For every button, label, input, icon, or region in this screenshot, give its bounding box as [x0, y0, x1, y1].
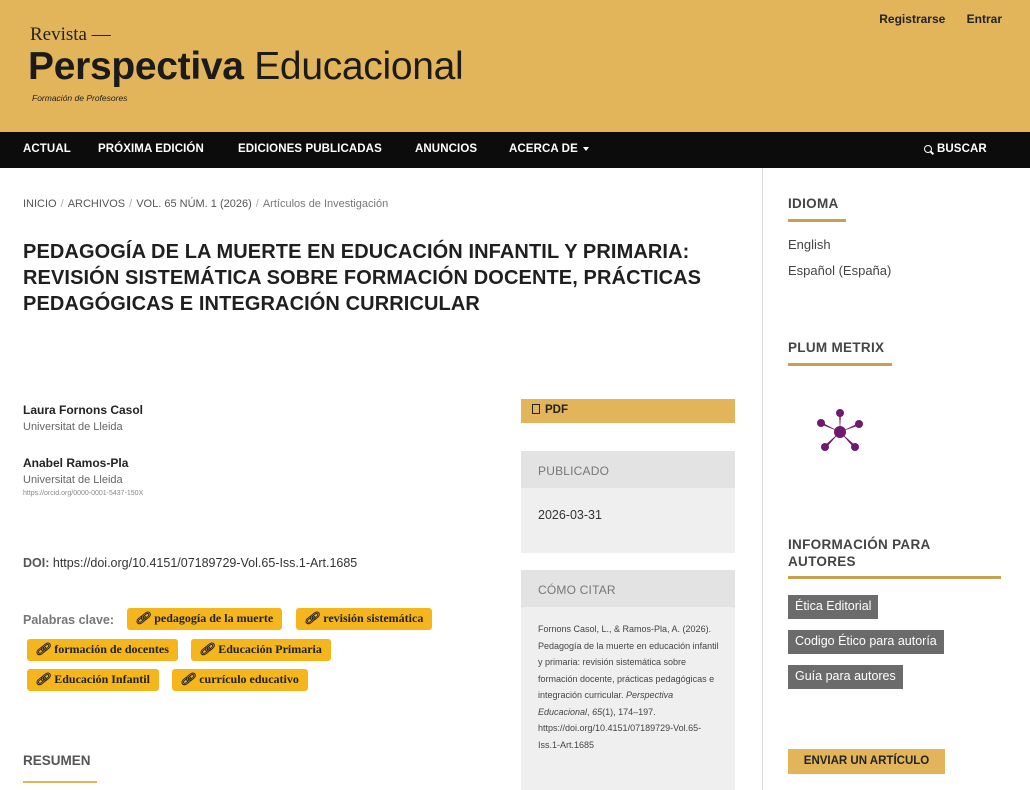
language-option-espanol[interactable]: Español (España): [788, 263, 892, 278]
language-heading-underline: [788, 219, 846, 222]
authors-info-heading-underline: [788, 576, 1001, 579]
link-icon: 🔗︎: [199, 642, 215, 656]
sidebar-divider: [762, 168, 763, 790]
keyword-tag[interactable]: 🔗︎ Educación Infantil: [27, 669, 159, 691]
link-icon: 🔗︎: [135, 611, 151, 625]
plum-heading-underline: [788, 363, 892, 366]
keyword-tag[interactable]: 🔗︎ formación de docentes: [27, 639, 178, 661]
pdf-download-button[interactable]: [521, 399, 735, 423]
published-label: PUBLICADO: [521, 451, 735, 488]
language-option-english[interactable]: English: [788, 237, 831, 252]
author-name: Anabel Ramos-Pla: [23, 456, 129, 470]
breadcrumb-archivos[interactable]: ARCHIVOS: [67, 198, 126, 210]
chevron-down-icon: [583, 147, 589, 151]
author-affiliation: Universitat de Lleida: [23, 474, 123, 486]
link-icon: 🔗︎: [180, 672, 196, 686]
register-link[interactable]: Registrarse: [879, 12, 946, 26]
breadcrumb-current: Artículos de Investigación: [262, 198, 389, 210]
main-nav: [0, 132, 1030, 168]
doi-label: DOI:: [23, 556, 50, 570]
cite-label: CÓMO CITAR: [521, 570, 735, 607]
breadcrumb-issue[interactable]: VOL. 65 NÚM. 1 (2026): [136, 198, 252, 210]
search-label: BUSCAR: [937, 143, 987, 155]
article-doi: [23, 556, 357, 570]
keyword-tag[interactable]: 🔗︎ pedagogía de la muerte: [127, 608, 282, 630]
citation-text: Fornons Casol, L., & Ramos-Pla, A. (2026). Pedagogía de la muerte en educación infantil y primaria: revisión sistemática sobre formación docente, prácticas pedagógicas e integración curricular. Perspectiva Educacional, 65(1), 174–197. https://doi.org/10.4151/07189729-Vol.65-Iss.1-Art.1685: [538, 624, 719, 750]
search-link[interactable]: [924, 143, 987, 155]
nav-item-proxima-edicion[interactable]: PRÓXIMA EDICIÓN: [98, 143, 204, 155]
link-icon: 🔗︎: [35, 672, 51, 686]
breadcrumb: INICIO / ARCHIVOS / VOL. 65 NÚM. 1 (2026) / Artículos de Investigación: [23, 198, 389, 210]
codigo-etico-link[interactable]: Codigo Ético para autoría: [788, 630, 944, 654]
pdf-label: PDF: [545, 404, 568, 416]
nav-item-anuncios[interactable]: ANUNCIOS: [415, 143, 478, 155]
abstract-heading: RESUMEN: [23, 753, 91, 768]
nav-item-actual[interactable]: ACTUAL: [23, 143, 71, 155]
site-logo-title[interactable]: [28, 45, 463, 89]
keyword-tag[interactable]: 🔗︎ revisión sistemática: [296, 608, 432, 630]
guia-autores-link[interactable]: Guía para autores: [788, 665, 903, 689]
nav-item-acerca-de-label: ACERCA DE: [509, 143, 578, 155]
pdf-icon: [532, 404, 540, 414]
logo-subtitle: Formación de Profesores: [32, 93, 128, 103]
plum-metrix-heading: PLUM METRIX: [788, 340, 885, 355]
breadcrumb-inicio[interactable]: INICIO: [23, 198, 57, 210]
keyword-tag[interactable]: 🔗︎ currículo educativo: [172, 669, 308, 691]
keywords-label: Palabras clave:: [23, 613, 115, 627]
logo-revista-text: Revista —: [30, 24, 111, 45]
cite-box: [521, 570, 735, 790]
logo-title-bold: Perspectiva: [28, 45, 244, 88]
etica-editorial-link[interactable]: Ética Editorial: [788, 595, 878, 619]
language-heading: IDIOMA: [788, 196, 839, 211]
author-affiliation: Universitat de Lleida: [23, 421, 123, 433]
published-box: [521, 451, 735, 553]
site-header: [0, 0, 1030, 132]
author-name: Laura Fornons Casol: [23, 403, 144, 417]
doi-link[interactable]: https://doi.org/10.4151/07189729-Vol.65-Iss.1-Art.1685: [52, 556, 358, 570]
login-link[interactable]: Entrar: [966, 12, 1002, 26]
nav-item-ediciones-publicadas[interactable]: EDICIONES PUBLICADAS: [238, 143, 382, 155]
plum-metrix-logo[interactable]: [812, 404, 868, 460]
published-date: 2026-03-31: [538, 508, 602, 522]
author-orcid-link[interactable]: https://orcid.org/0000-0001-5437-150X: [23, 490, 144, 497]
keyword-tag[interactable]: 🔗︎ Educación Primaria: [191, 639, 331, 661]
article-title: PEDAGOGÍA DE LA MUERTE EN EDUCACIÓN INFANTIL Y PRIMARIA: REVISIÓN SISTEMÁTICA SOBRE FORMACIÓN DOCENTE, PRÁCTICAS PEDAGÓGICAS E INTEGRACIÓN CURRICULAR: [23, 241, 702, 315]
search-icon: [924, 145, 932, 153]
user-links: [861, 12, 1002, 26]
link-icon: 🔗︎: [304, 611, 320, 625]
abstract-heading-underline: [23, 781, 97, 783]
submit-article-button[interactable]: ENVIAR UN ARTÍCULO: [788, 749, 945, 774]
logo-title-light: Educacional: [243, 45, 464, 88]
authors-info-heading: INFORMACIÓN PARA AUTORES: [788, 537, 931, 569]
link-icon: 🔗︎: [35, 642, 51, 656]
nav-item-acerca-de[interactable]: [509, 143, 589, 155]
